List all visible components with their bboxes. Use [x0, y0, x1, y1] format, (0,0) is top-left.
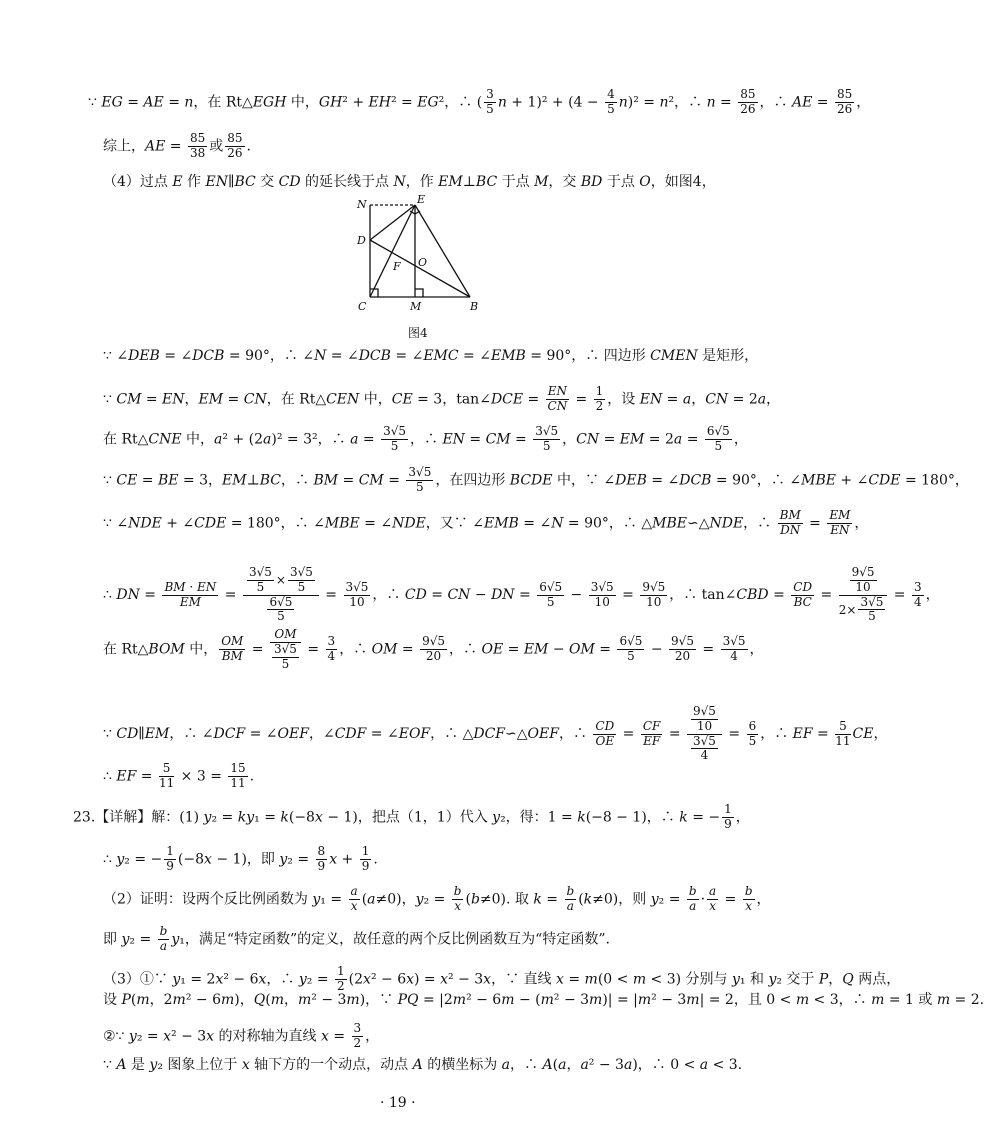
- line-6: 在 Rt△CNE 中，a² + (2a)² = 3²，∴ a = $\frac{3√5}{5}$ ，∴ EN = CM = $\frac{3√5}{5}$ ，CN = EM = 2a = $\frac{6√5}{5}$ ，: [103, 424, 748, 453]
- geometry-figure: [355, 190, 485, 320]
- line-20: ∵ A 是 y₂ 图象上位于 x 轴下方的一个动点，动点 A 的横坐标为 a，∴ A(a，a² − 3a)，∴ 0 < a < 3.: [103, 1057, 743, 1073]
- label-B: B: [470, 300, 479, 313]
- label-F: F: [393, 260, 401, 273]
- line-7: ∵ CE = BE = 3，EM⊥BC，∴ BM = CM = $\frac{3√5}{5}$ ，在四边形 BCDE 中，∵ ∠DEB = ∠DCB = 90°，∴ ∠MBE + ∠CDE = 180°，: [103, 465, 969, 494]
- line-15: （2）证明：设两个反比例函数为 y₁ = $\frac{a}{x}$ (a≠0)，y₂ = $\frac{b}{x}$ (b≠0). 取 k = $\frac{b}{a}$ (k≠0)，则 y₂ = $\frac{b}{a}$ · $\frac{a}{x}$ = $\frac{b}{x}$ ，: [103, 884, 771, 913]
- line-3: （4）过点 E 作 EN∥BC 交 CD 的延长线于点 N，作 EM⊥BC 于点 M，交 BD 于点 O，如图4，: [103, 174, 716, 190]
- label-D: D: [357, 234, 366, 247]
- label-M: M: [410, 300, 422, 313]
- line-9: ∴ DN = $\frac{BM \cdot EN}{EM}$ = $\frac{3√5}{5}$ × $\frac{3√5}{5}$ $\frac{6√5}{5}$ = $\frac{3√5}{10}$ ，∴ CD = CN − DN = $\frac{6√5}{5}$ − $\frac{3√5}{10}$ = $\frac{9√5}{10}$ ，∴ tan∠CBD = $\frac{CD}{BC}$ = $\frac{9√5}{10}$ 2× $\frac{3√5}{5}$ = $\frac{3}{4}$ ，: [103, 565, 940, 624]
- label-N: N: [357, 198, 367, 211]
- page-number: · 19 ·: [380, 1095, 416, 1111]
- line-1: ∵ EG = AE = n，在 Rt△EGH 中，GH² + EH² = EG²，∴ ( $\frac{3}{5}$ n + 1)² + (4 − $\frac{4}{5}$ n)² = n²，∴ n = $\frac{85}{26}$ ，∴ AE = $\frac{85}{26}$ ，: [88, 87, 871, 116]
- line-2: 综上，AE = $\frac{85}{38}$ 或 $\frac{85}{26}$ .: [103, 131, 251, 160]
- segment-DE: [370, 205, 415, 240]
- line-18: 设 P(m，2m² − 6m)，Q(m，m² − 3m)，∵ PQ = |2m² − 6m − (m² − 3m)| = |m² − 3m| = 2，且 0 < m < 3，∴ m = 1 或 m = 2.: [103, 992, 984, 1008]
- right-angle-M: [415, 289, 423, 297]
- label-C: C: [358, 300, 367, 313]
- line-4: ∵ ∠DEB = ∠DCB = 90°，∴ ∠N = ∠DCB = ∠EMC = ∠EMB = 90°，∴ 四边形 CMEN 是矩形，: [103, 348, 759, 364]
- figure-caption: 图4: [408, 326, 428, 340]
- line-14: ∴ y₂ = − $\frac{1}{9}$ (−8x − 1)，即 y₂ = $\frac{8}{9}$ x + $\frac{1}{9}$ .: [103, 844, 378, 873]
- line-13: 23.【详解】解：(1) y₂ = ky₁ = k(−8x − 1)，把点（1，1）代入 y₂，得：1 = k(−8 − 1)，∴ k = − $\frac{1}{9}$ ，: [73, 802, 750, 831]
- line-5: ∵ CM = EN，EM = CN，在 Rt△CEN 中，CE = 3，tan∠DCE = $\frac{EN}{CN}$ = $\frac{1}{2}$ ，设 EN = a，CN = 2a，: [103, 384, 781, 413]
- label-O: O: [418, 256, 428, 269]
- segment-CE: [370, 205, 415, 297]
- line-10: 在 Rt△BOM 中， $\frac{OM}{BM}$ = $\frac{OM}{\frac{3√5}{5}}$ = $\frac{3}{4}$ ，∴ OM = $\frac{9√5}{20}$ ，∴ OE = EM − OM = $\frac{6√5}{5}$ − $\frac{9√5}{20}$ = $\frac{3√5}{4}$ ，: [103, 627, 764, 671]
- figure-4: [355, 190, 485, 324]
- line-11: ∵ CD∥EM，∴ ∠DCF = ∠OEF，∠CDF = ∠EOF，∴ △DCF∽△OEF，∴ $\frac{CD}{OE}$ = $\frac{CF}{EF}$ = $\frac{\frac{9√5}{10}}{\frac{3√5}{4}}$ = $\frac{6}{5}$ ，∴ EF = $\frac{5}{11}$ CE，: [103, 704, 888, 763]
- line-8: ∵ ∠NDE + ∠CDE = 180°，∴ ∠MBE = ∠NDE，又∵ ∠EMB = ∠N = 90°，∴ △MBE∽△NDE，∴ $\frac{BM}{DN}$ = $\frac{EM}{EN}$ ，: [103, 508, 869, 537]
- line-17: （3）①∵ y₁ = 2x² − 6x，∴ y₂ = $\frac{1}{2}$ (2x² − 6x) = x² − 3x，∵ 直线 x = m(0 < m < 3) 分别与 y₁ 和 y₂ 交于 P，Q 两点，: [103, 964, 901, 993]
- line-12: ∴ EF = $\frac{5}{11}$ × 3 = $\frac{15}{11}$ .: [103, 761, 255, 790]
- segment-EB: [415, 205, 470, 297]
- label-E: E: [417, 193, 426, 206]
- line-19: ②∵ y₂ = x² − 3x 的对称轴为直线 x = $\frac{3}{2}$ ，: [103, 1021, 380, 1050]
- line-16: 即 y₂ = $\frac{b}{a}$ y₁，满足“特定函数”的定义，故任意的两个反比例函数互为“特定函数”.: [103, 924, 610, 953]
